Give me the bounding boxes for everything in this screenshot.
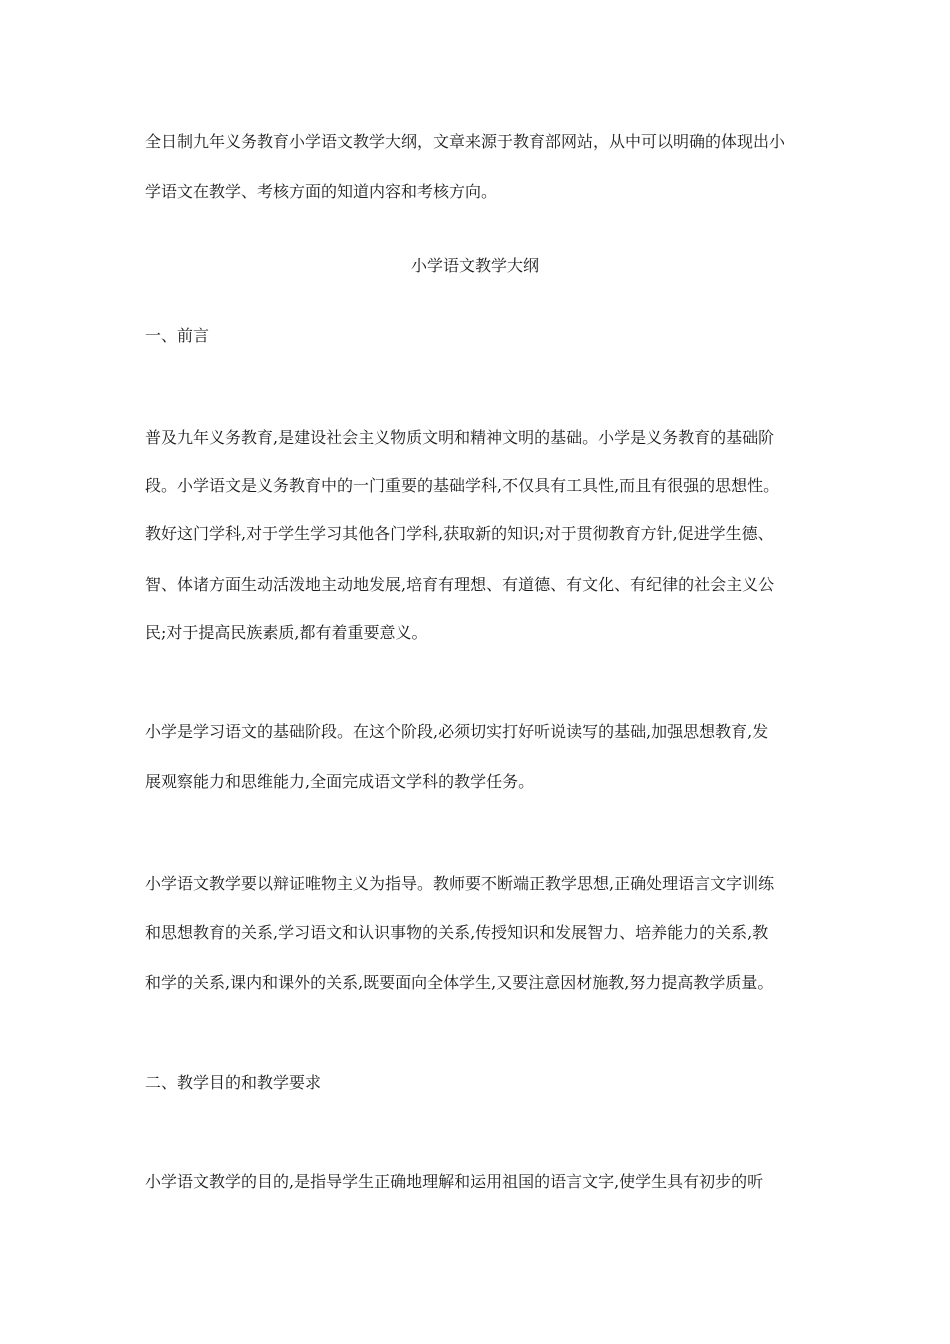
section-1-para-1-line-5: 民;对于提高民族素质,都有着重要意义。 <box>145 623 428 642</box>
section-1-para-1-line-1: 普及九年义务教育,是建设社会主义物质文明和精神文明的基础。小学是义务教育的基础阶 <box>145 428 775 447</box>
section-1-para-3-line-1: 小学语文教学要以辩证唯物主义为指导。教师要不断端正教学思想,正确处理语言文字训练 <box>145 874 775 893</box>
section-1-para-1-line-3: 教好这门学科,对于学生学习其他各门学科,获取新的知识;对于贯彻教育方针,促进学生德、 <box>145 524 774 543</box>
intro-line-2: 学语文在教学、考核方面的知道内容和考核方向。 <box>145 182 498 201</box>
section-1-para-2-line-1: 小学是学习语文的基础阶段。在这个阶段,必须切实打好听说读写的基础,加强思想教育,发 <box>145 722 769 741</box>
section-2-heading: 二、教学目的和教学要求 <box>145 1073 322 1092</box>
section-2-para-1-line-1: 小学语文教学的目的,是指导学生正确地理解和运用祖国的语言文字,使学生具有初步的听 <box>145 1172 764 1191</box>
section-1-heading: 一、前言 <box>145 326 210 345</box>
section-1-para-3-line-3: 和学的关系,课内和课外的关系,既要面向全体学生,又要注意因材施教,努力提高教学质量。 <box>145 973 774 992</box>
section-1-para-3-line-2: 和思想教育的关系,学习语文和认识事物的关系,传授知识和发展智力、培养能力的关系,教 <box>145 923 769 942</box>
section-1-para-2-line-2: 展观察能力和思维能力,全面完成语文学科的教学任务。 <box>145 772 535 791</box>
intro-line-1: 全日制九年义务教育小学语文教学大纲，文章来源于教育部网站，从中可以明确的体现出小 <box>145 132 786 151</box>
section-1-para-1-line-2: 段。小学语文是义务教育中的一门重要的基础学科,不仅具有工具性,而且有很强的思想性。 <box>145 476 780 495</box>
document-title: 小学语文教学大纲 <box>410 256 539 275</box>
section-1-para-1-line-4: 智、体诸方面生动活泼地主动地发展,培育有理想、有道德、有文化、有纪律的社会主义公 <box>145 575 775 594</box>
